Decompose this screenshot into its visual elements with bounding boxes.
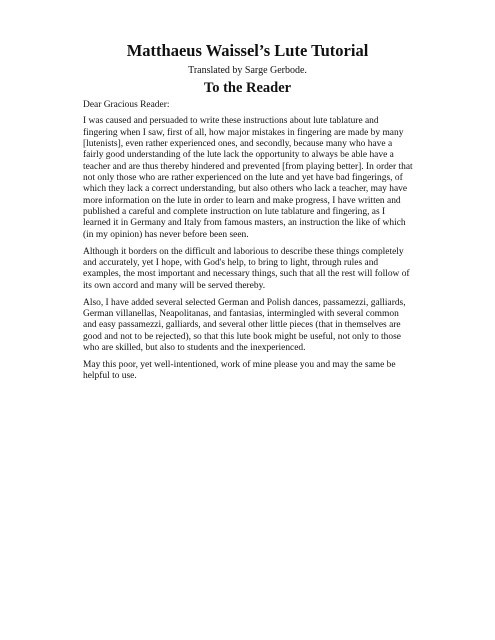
section-heading: To the Reader [203, 80, 292, 96]
paragraph-4: May this poor, yet well-intentioned, work of mine please you and may the same be helpful to use. [83, 359, 396, 382]
paragraph-2: Although it borders on the difficult and laborious to describe these things completely and accurately, yet I hope, with God's help, to bring to light, through rules and examples, the most important and necessary things, such that all the rest will follow of its own accord and many will be served thereby. [83, 246, 410, 291]
paragraph-3: Also, I have added several selected German and Polish dances, passamezzi, galliards, German villanellas, Neapolitanas, and fantasias, intermingled with several common and easy passamezzi, galliards, and several other little pieces (that in themselves are good and not to be rejected), so that this lute book might be useful, not only to those who are skilled, but also to students and the inexperienced. [83, 297, 406, 353]
salutation: Dear Gracious Reader: [83, 100, 170, 110]
paragraph-1: I was caused and persuaded to write these instructions about lute tablature and fingering when I saw, first of all, how major mistakes in fingering are made by many [lutenists], even rather experienced ones, and secondly, because many who have a fairly good understanding of the lute lack the opportunity to always be able have a teacher and are thus thereby hindered and prevented [from playing better]. In order that not only those who are rather experienced on the lute and yet have bad fingerings, of which they lack a correct understanding, but also others who lack a teacher, may have more information on the lute in order to learn and make progress, I have written and published a careful and complete instruction on lute tablature and fingering, as I learned it in Germany and Italy from famous masters, an instruction the like of which (in my opinion) has never before been seen. [83, 116, 413, 240]
translator-credit: Translated by Sarge Gerbode. [188, 65, 307, 76]
body-text [83, 100, 414, 388]
document-title: Matthaeus Waissel’s Lute Tutorial [126, 41, 369, 60]
